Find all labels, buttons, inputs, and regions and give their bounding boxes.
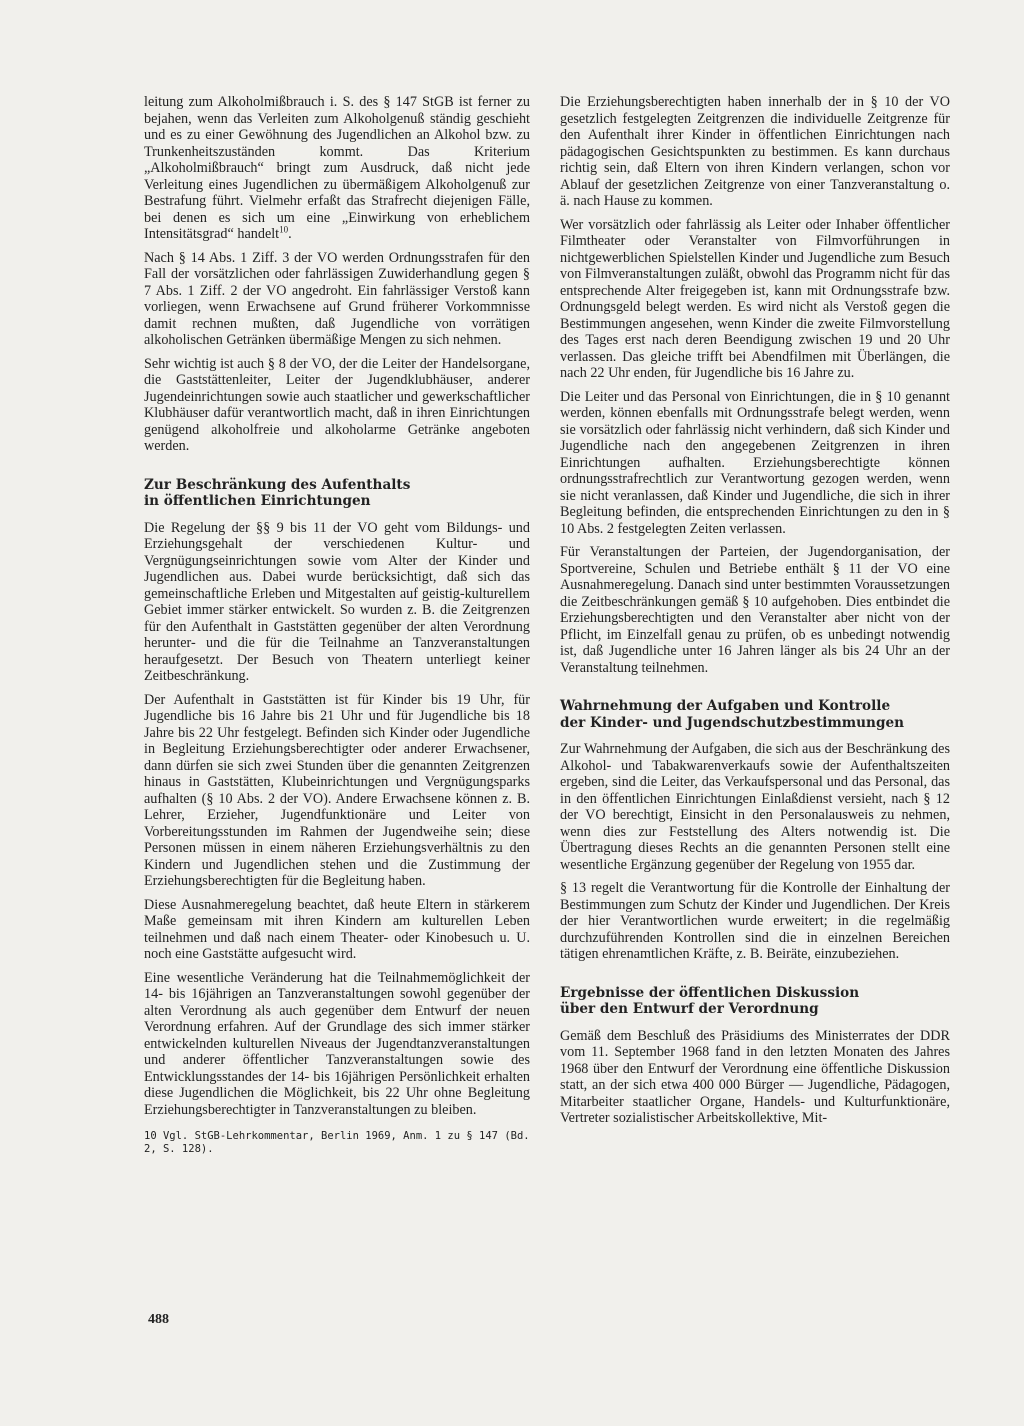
section-heading-line: Wahrnehmung der Aufgaben und Kontrolle	[560, 698, 891, 714]
paragraph: Sehr wichtig ist auch § 8 der VO, der die Leiter der Handelsorgane, die Gaststättenleiter, Leiter der Jugendklubhäuser, anderer Jugendeinrichtungen sowie auch staatlicher und gewerkschaftlicher Klubhäuser dafür verantwortlich macht, daß in ihren Einrichtungen genügend alkoholfreie und alkoholarme Getränke angeboten werden.	[144, 355, 530, 454]
footnote-reference: 10	[279, 224, 289, 235]
paragraph: Gemäß dem Beschluß des Präsidiums des Ministerrates der DDR vom 11. September 1968 fand in den letzten Monaten des Jahres 1968 über den Entwurf der Verordnung eine öffentliche Diskussion statt, an der sich etwa 400 000 Bürger — Jugendliche, Pädagogen, Mitarbeiter staatlicher Organe, Handels- und Kulturfunktionäre, Vertreter sozialistischer Arbeitskollektive, Mit-	[560, 1027, 950, 1126]
section-heading-line: über den Entwurf der Verordnung	[560, 1001, 819, 1017]
section-heading-line: Zur Beschränkung des Aufenthalts	[144, 476, 411, 493]
section-heading-line: der Kinder- und Jugendschutzbestimmungen	[560, 714, 904, 731]
paragraph: Die Erziehungsberechtigten haben innerhalb der in § 10 der VO gesetzlich festgelegten Zeitgrenzen die individuelle Zeitgrenze für den Aufenthalt ihrer Kinder in öffentlichen Einrichtungen nach pädagogischen Gesichtspunkten zu bestimmen. Es kann durchaus richtig sein, daß Eltern von ihren Kindern verlangen, schon vor Ablauf der gesetzlichen Zeitgrenze von einer Tanzveranstaltung o. ä. nach Hause zu kommen.	[560, 94, 950, 209]
section-heading-line: Ergebnisse der öffentlichen Diskussion	[560, 984, 860, 1001]
section-heading	[560, 985, 950, 1018]
paragraph-text: leitung zum Alkoholmißbrauch i. S. des § 147 StGB ist ferner zu bejahen, wenn das Verleiten zum Alkoholgenuß ständig geschieht und es zu einer Gewöhnung des Jugendlichen an Alkohol bzw. zu Trunkenheitszuständen kommt. Das Kriterium „Alkoholmißbrauch“ bringt zum Ausdruck, daß nicht jede Verleitung eines Jugendlichen zu übermäßigem Alkoholgenuß zur Bestrafung führt. Vielmehr erfaßt das Strafrecht diejenigen Fälle, bei denen es sich um eine „Einwirkung von erheblichem Intensitätsgrad“ handelt	[144, 94, 530, 242]
section-heading	[144, 477, 530, 510]
paragraph: Eine wesentliche Veränderung hat die Teilnahmemöglichkeit der 14- bis 16jährigen an Tanzveranstaltungen sowohl gegenüber der alten Verordnung als auch gegenüber dem Entwurf der neuen Verordnung erfahren. Auf der Grundlage des sich immer stärker entwickelnden kulturellen Niveaus der Jugendtanzveranstaltungen und anderer öffentlicher Tanzveranstaltungen sowie des Entwicklungsstandes der 14- bis 16jährigen Persönlichkeit erhalten diese Jugendlichen die Möglichkeit, bis 22 Uhr ohne Begleitung Erziehungsberechtigter in Tanzveranstaltungen zu bleiben.	[144, 969, 530, 1118]
left-column	[144, 94, 530, 1156]
footnote: 10 Vgl. StGB-Lehrkommentar, Berlin 1969, Anm. 1 zu § 147 (Bd. 2, S. 128).	[144, 1130, 530, 1155]
paragraph: Nach § 14 Abs. 1 Ziff. 3 der VO werden Ordnungsstrafen für den Fall der vorsätzlichen oder fahrlässigen Zuwiderhandlung gegen § 7 Abs. 1 Ziff. 2 der VO angedroht. Ein fahrlässiger Verstoß kann vorliegen, wenn Erwachsene auf Grund früherer Vorkommnisse damit rechnen mußten, daß Jugendliche von vorrätigen alkoholischen Getränken übermäßige Mengen zu sich nehmen.	[144, 249, 530, 348]
paragraph-end: .	[288, 226, 292, 242]
paragraph: Zur Wahrnehmung der Aufgaben, die sich aus der Beschränkung des Alkohol- und Tabakwarenverkaufs sowie der Aufenthaltszeiten ergeben, sind die Leiter, das Verkaufspersonal und das Personal, das in den öffentlichen Einrichtungen Einlaßdienst versieht, nach § 12 der VO berechtigt, Einsicht in den Personalausweis zu nehmen, wenn dies zur Feststellung des Alters notwendig ist. Die Übertragung dieses Rechts an die genannten Personen stellt eine wesentliche Ergänzung gegenüber der Regelung von 1955 dar.	[560, 741, 950, 873]
paragraph: Die Regelung der §§ 9 bis 11 der VO geht vom Bildungs- und Erziehungsgehalt der verschiedenen Kultur- und Vergnügungseinrichtungen sowie vom Alter der Kinder und Jugendlichen aus. Dabei wurde berücksichtigt, daß sich das gemeinschaftliche Erleben und Mitgestalten auf geistig-kulturellem Gebiet immer stärker entwickelt. So wurden z. B. die Zeitgrenzen für den Aufenthalt in Gaststätten gegenüber der alten Verordnung herunter- und die für die Teilnahme an Tanzveranstaltungen heraufgesetzt. Der Besuch von Theatern unterliegt keiner Zeitbeschränkung.	[144, 519, 530, 684]
page-number: 488	[148, 1312, 169, 1327]
paragraph	[144, 94, 530, 243]
section-heading-line: in öffentlichen Einrichtungen	[144, 493, 371, 509]
paragraph: Der Aufenthalt in Gaststätten ist für Kinder bis 19 Uhr, für Jugendliche bis 16 Jahre bis 21 Uhr und für Jugendliche bis 18 Jahre bis 22 Uhr festgelegt. Befinden sich Kinder oder Jugendliche in Begleitung Erziehungsberechtigter oder anderer Erwachsener, dann dürfen sie sich zwei Stunden über die genannten Zeitgrenzen hinaus in Gaststätten, Klubeinrichtungen und Vergnügungsparks aufhalten (§ 10 Abs. 2 der VO). Andere Erwachsene können z. B. Lehrer, Erzieher, Jugendfunktionäre und Leiter von Vorbereitungsstunden im Rahmen der Jugendweihe sein; diese Personen müssen in einem näheren Erziehungsverhältnis zu den Kindern und Jugendlichen stehen und die Zustimmung der Erziehungsberechtigten für die Begleitung haben.	[144, 691, 530, 889]
paragraph: Die Leiter und das Personal von Einrichtungen, die in § 10 genannt werden, können ebenfalls mit Ordnungsstrafe belegt werden, wenn sie vorsätzlich oder fahrlässig nicht verhindern, daß sich Kinder und Jugendliche nach den angegebenen Zeitgrenzen in ihren Einrichtungen aufhalten. Erziehungsberechtigte können ordnungsstrafrechtlich zur Verantwortung gezogen werden, wenn sie nicht veranlassen, daß Kinder und Jugendliche, die sich in ihrer Begleitung befinden, die entsprechenden Einrichtungen zu den in § 10 Abs. 2 festgelegten Zeiten verlassen.	[560, 388, 950, 537]
section-heading	[560, 698, 950, 731]
paragraph: Für Veranstaltungen der Parteien, der Jugendorganisation, der Sportvereine, Schulen und Betriebe enthält § 11 der VO eine Ausnahmeregelung. Danach sind unter bestimmten Voraussetzungen die Zeitbeschränkungen gemäß § 10 aufgehoben. Dies entbindet die Erziehungsberechtigten und den Veranstalter aber nicht von der Pflicht, im Einzelfall genau zu prüfen, ob es unbedingt notwendig ist, daß Jugendliche unter 16 Jahren länger als bis 24 Uhr an der Veranstaltung teilnehmen.	[560, 544, 950, 676]
paragraph: Diese Ausnahmeregelung beachtet, daß heute Eltern in stärkerem Maße gemeinsam mit ihren Kindern am kulturellen Leben teilnehmen und daß nach einem Theater- oder Kinobesuch u. U. noch eine Gaststätte aufgesucht wird.	[144, 896, 530, 962]
paragraph: § 13 regelt die Verantwortung für die Kontrolle der Einhaltung der Bestimmungen zum Schutz der Kinder und Jugendlichen. Der Kreis der hier Verantwortlichen wurde erweitert; in die regelmäßig durchzuführenden Kontrollen sind die in einzelnen Bereichen tätigen ehrenamtlichen Kräfte, z. B. Beiräte, einzubeziehen.	[560, 880, 950, 962]
paragraph: Wer vorsätzlich oder fahrlässig als Leiter oder Inhaber öffentlicher Filmtheater oder Veranstalter von Filmvorführungen in nichtgewerblichen Spielstellen Kinder und Jugendliche zum Besuch von Filmveranstaltungen zuläßt, obwohl das Programm nicht für das entsprechende Alter freigegeben ist, kann mit Ordnungsstrafe bzw. Ordnungsgeld belegt werden. Es wird nicht als Verstoß gegen die Bestimmungen angesehen, wenn Kinder die zweite Filmvorstellung des Tages erst nach deren Beendigung zwischen 19 und 20 Uhr verlassen. Das gleiche trifft bei Abendfilmen mit Überlängen, die nach 22 Uhr enden, für Jugendliche bis 16 Jahre zu.	[560, 216, 950, 381]
right-column	[560, 94, 950, 1134]
